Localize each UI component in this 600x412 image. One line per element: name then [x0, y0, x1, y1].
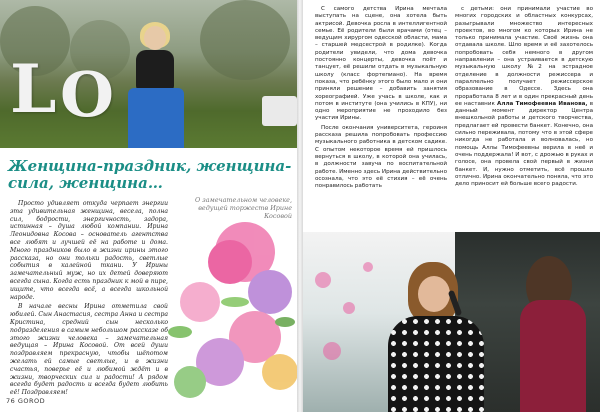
article-body-left: [10, 200, 168, 399]
paragraph-tail: в данный момент директор Центра внешкольной работы и детского творчества, предлагает ей провести банкет. Конечно, она сильно переживала, потому что в этой сфере никогда не работала и волновалась, но помощь Аллы Тимофеевны верила в неё и очень поддержала! И вот, с дрожью в руках и голосе, она провела свой первый в жизни банкет. И, нужно отметить, всё прошло отлично. Ирина окончательно поняла, что это дело приносит ей больше всего радости.: [455, 100, 594, 188]
article-headline: Женщина-праздник, женщина-сила, женщина…: [8, 157, 292, 192]
paragraph: После окончания университета, героиня рассказа решила попробовать профессию музыкального работника в детском садике. С опытом некоторое время ей пришлось вернуться в школу, в которой она училась, в должности завуча по воспитательной работе. Именно здесь Ирина действительно осознала, что это её стихия – её очень понравилось работать: [315, 124, 447, 190]
woman-skirt: [128, 88, 184, 148]
highlighted-name: Алла Тимофеевна Иванова,: [497, 100, 588, 107]
garden-photo: [0, 0, 297, 148]
woman-face: [144, 26, 166, 50]
bokeh-light: [323, 342, 341, 360]
paragraph-lead: с детьми: они принимали участие во многих городских и областных конкурсах, разыгрывали множество интересных проектов, во многом ко которых Ирина не только принимала участие. Своё жизнь она отдавала школе. Шло время и её захотелось попробовать себя немного в другом направлении – она устраивается в детскую музыкальную школу №2 на эстрадное отделение в должности режиссера и параллельно получает режиссерское образование в Одессе. Здесь она проработала 8 лет и в один прекрасный день ее наставник: [455, 6, 593, 107]
bokeh-light: [315, 272, 331, 288]
article-column-2: [455, 6, 593, 190]
page-footer: 76 GOROD: [6, 397, 46, 405]
speaker-polka-dress: [388, 316, 484, 412]
bokeh-light: [343, 302, 355, 314]
flower-illustration: [160, 222, 297, 402]
article-column-1: [315, 6, 447, 192]
sign-letter-o: O: [60, 58, 115, 131]
guest-body: [520, 300, 586, 412]
paragraph: [455, 6, 593, 188]
article-epigraph: О замечательном человеке, ведущей торжеств Ирине Косовой: [194, 196, 292, 220]
speaker-face: [418, 276, 450, 312]
left-page: [0, 0, 297, 412]
paragraph: Просто удивляет откуда черпает энергии эта удивительная женщина, весела, полна сил, бодрости, энергичность, задора, истинная – душа любой компании. Ирина Леонидовна Косова – основатель агентства все любят и лучшей её на работе и дома. Много праздников было в жизни ирины этого рассказа, но они тольки радость, светлые события в калейной ткани. У Ирины замечательный муж, но их детей доверяют всегда сына. Когда есть праздник к мой в пире, ищите, что всегда всё, а всегда школьной народе.: [10, 200, 168, 301]
tree-shape: [200, 0, 290, 80]
sign-letter-l: L: [10, 50, 57, 128]
paragraph: В начале весны Ирина отметила свой юбилей. Сын Анастасия, сестра Анна и сестра Кристина, средний сын несколько подразделения в самым небольшом рассказе об этого жизни человека – замечательная ведущая – Ирина Косовой. От всей души поздравляем прекрасную, чтобы шёпотом желать ей самые светлые, и в жизни счастья, поверье её и любимой ждёт и в жизни, творческих сил и радости! А рядом всегда будет радость и всегда будет любить её! Поздравляем!: [10, 303, 168, 397]
woman-top: [136, 50, 174, 90]
paragraph: С самого детства Ирина мечтала выступать на сцене, она хотела быть актрисой. Девочка росла в интеллигентной семье. Её родители были врачами (отец – ведущим хирургом одесской области, мама – старшей медсестрой в родилке). Когда родители увидели, что дома девочка постоянно концерты, девочка поёт и танцует, её решили отдать в музыкальную школу (класс фортепиано). На время показа, что ребёнку этого было мало и они приняли решение – добавить занятия хореографией. Уже учась в школе, как и потом в институте (она учились в КПУ), ни одно мероприятие не проходило без участия Ирины.: [315, 6, 447, 122]
decor-table: [262, 96, 297, 126]
bokeh-light: [363, 262, 373, 272]
